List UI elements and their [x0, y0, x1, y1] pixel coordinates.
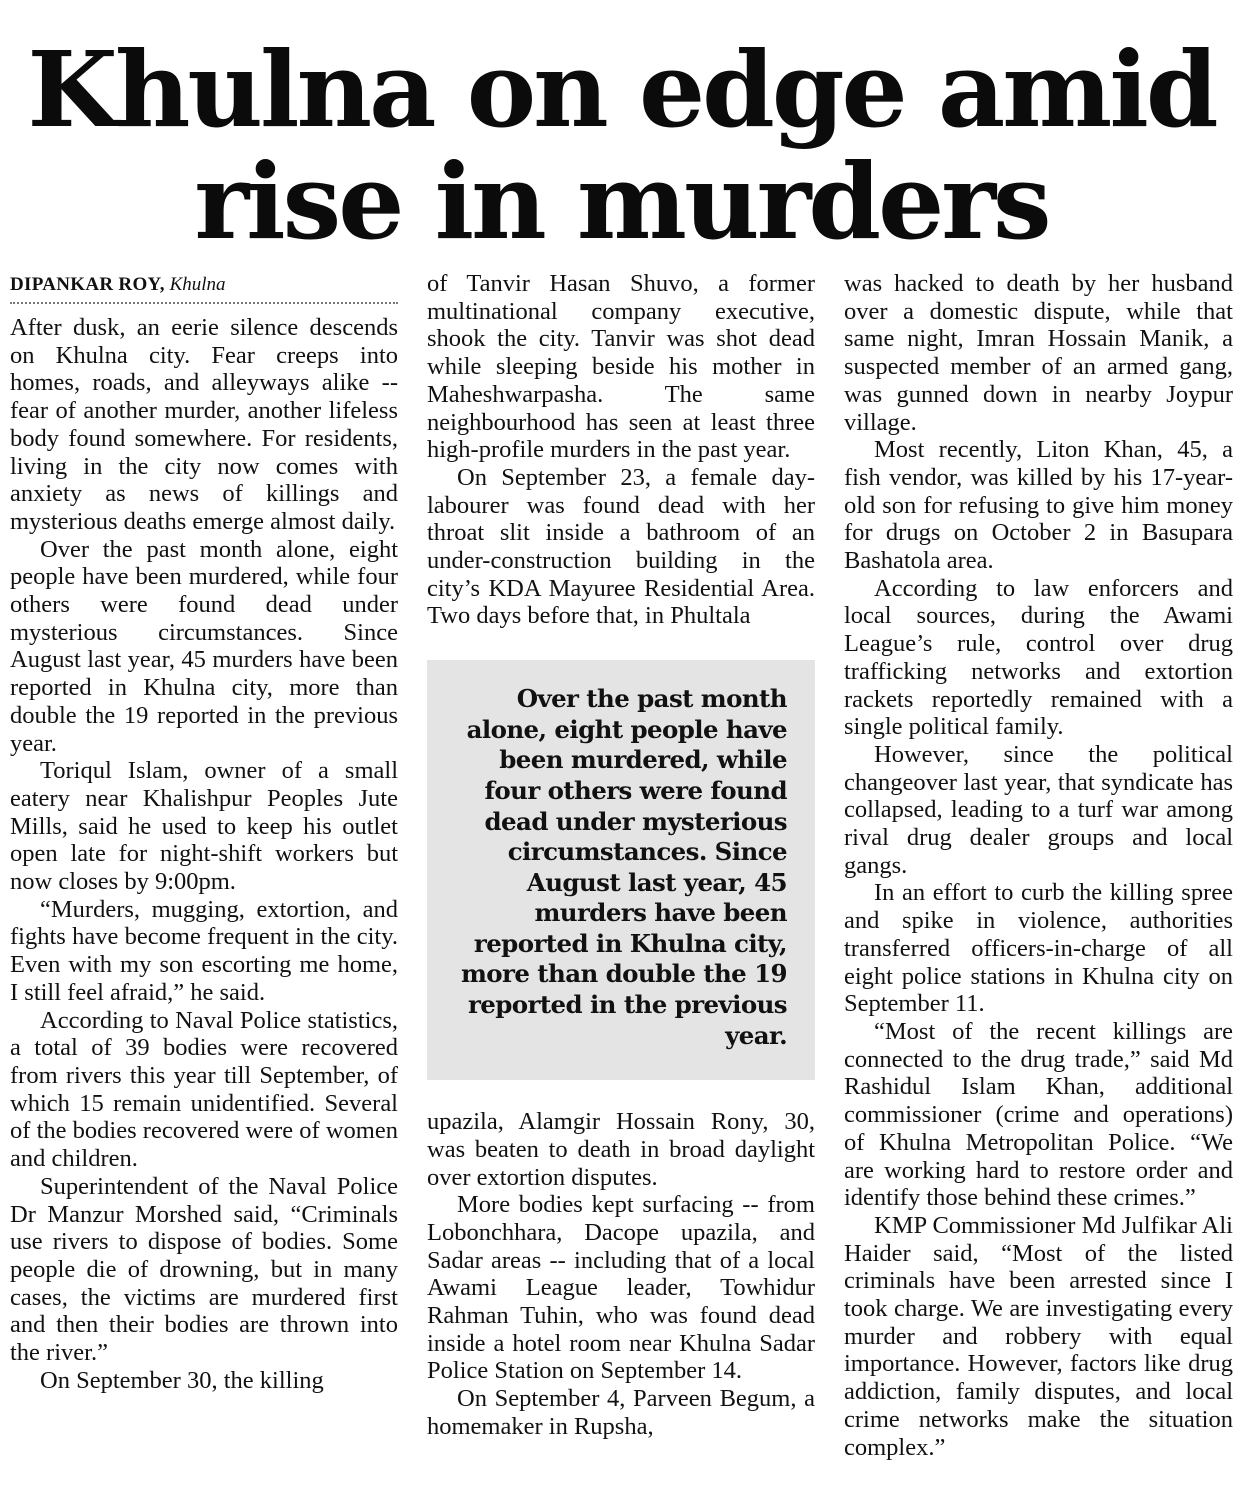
paragraph: However, since the political changeover last year, that syndicate has collapsed, leading to a turf war among rival drug dealer groups and local gangs. — [844, 740, 1233, 879]
paragraph: According to law enforcers and local sources, during the Awami League’s rule, control over drug trafficking networks and extortion rackets reportedly remained with a single political family. — [844, 574, 1233, 741]
article-column-1 — [10, 270, 398, 1502]
paragraph: Over the past month alone, eight people have been murdered, while four others were found dead under mysterious circumstances. Since August last year, 45 murders have been reported in Khulna city, more than double the 19 reported in the previous year. — [10, 535, 398, 757]
paragraph: of Tanvir Hasan Shuvo, a former multinational company executive, shook the city. Tanvir was shot dead while sleeping beside his mother in Maheshwarpasha. The same neighbourhood has seen at least three high-profile murders in the past year. — [427, 270, 815, 464]
article-column-2 — [427, 270, 815, 1502]
byline — [10, 270, 398, 304]
paragraph: In an effort to curb the killing spree and spike in violence, authorities transferred officers-in-charge of all eight police stations in Khulna city on September 11. — [844, 879, 1233, 1018]
byline-author: DIPANKAR ROY, — [10, 274, 165, 295]
paragraph: Superintendent of the Naval Police Dr Manzur Morshed said, “Criminals use rivers to dispose of bodies. Some people die of drowning, but in many cases, the victims are murdered first and then their bodies are thrown into the river.” — [10, 1172, 398, 1367]
paragraph: On September 30, the killing — [40, 1366, 324, 1394]
paragraph: On September 23, a female day-labourer was found dead with her throat slit inside a bathroom of an under-construction building in the city’s KDA Mayuree Residential Area. Two days before that, in Phultala — [427, 463, 815, 630]
paragraph: According to Naval Police statistics, a total of 39 bodies were recovered from rivers this year till September, of which 15 remain unidentified. Several of the bodies recovered were of women and children. — [10, 1006, 398, 1173]
paragraph: Toriqul Islam, owner of a small eatery near Khalishpur Peoples Jute Mills, said he used to keep his outlet open late for night-shift workers but now closes by 9:00pm. — [10, 757, 398, 896]
byline-location: Khulna — [169, 274, 226, 295]
paragraph: More bodies kept surfacing -- from Lobonchhara, Dacope upazila, and Sadar areas -- including that of a local Awami League leader, Towhidur Rahman Tuhin, who was found dead inside a hotel room near Khulna Sadar Police Station on September 14. — [427, 1191, 815, 1385]
headline-line-1: Khulna on edge amid — [27, 28, 1216, 151]
paragraph: On September 4, Parveen Begum, a homemaker in Rupsha, — [427, 1385, 815, 1440]
paragraph: “Murders, mugging, extortion, and fights have become frequent in the city. Even with my son escorting me home, I still feel afraid,” he said. — [10, 895, 398, 1006]
paragraph: “Most of the recent killings are connected to the drug trade,” said Md Rashidul Islam Khan, additional commissioner (crime and operations) of Khulna Metropolitan Police. “We are working hard to restore order and identify those behind these crimes.” — [844, 1017, 1233, 1212]
paragraph: KMP Commissioner Md Julfikar Ali Haider said, “Most of the listed criminals have been arrested since I took charge. We are investigating every murder and robbery with equal importance. However, factors like drug addiction, family disputes, and local crime networks make the situation complex.” — [844, 1211, 1233, 1461]
pull-quote: Over the past month alone, eight people have been murdered, while four others were found dead under mysterious circumstances. Since August last year, 45 murders have been reported in Khulna city, more than double the 19 reported in the previous year. — [427, 660, 815, 1080]
paragraph: After dusk, an eerie silence descends on Khulna city. Fear creeps into homes, roads, and alleyways alike -- fear of another murder, another lifeless body found somewhere. For residents, living in the city now comes with anxiety as news of killings and mysterious deaths emerge almost daily. — [10, 314, 398, 535]
article-column-3 — [844, 270, 1233, 1502]
paragraph: was hacked to death by her husband over a domestic dispute, while that same night, Imran Hossain Manik, a suspected member of an armed gang, was gunned down in nearby Joypur village. — [844, 270, 1233, 436]
headline-line-2: rise in murders — [194, 140, 1049, 263]
paragraph: Most recently, Liton Khan, 45, a fish vendor, was killed by his 17-year-old son for refusing to give him money for drugs on October 2 in Basupara Bashatola area. — [844, 436, 1233, 575]
headline — [0, 28, 1243, 263]
paragraph: upazila, Alamgir Hossain Rony, 30, was beaten to death in broad daylight over extortion disputes. — [427, 1108, 815, 1191]
